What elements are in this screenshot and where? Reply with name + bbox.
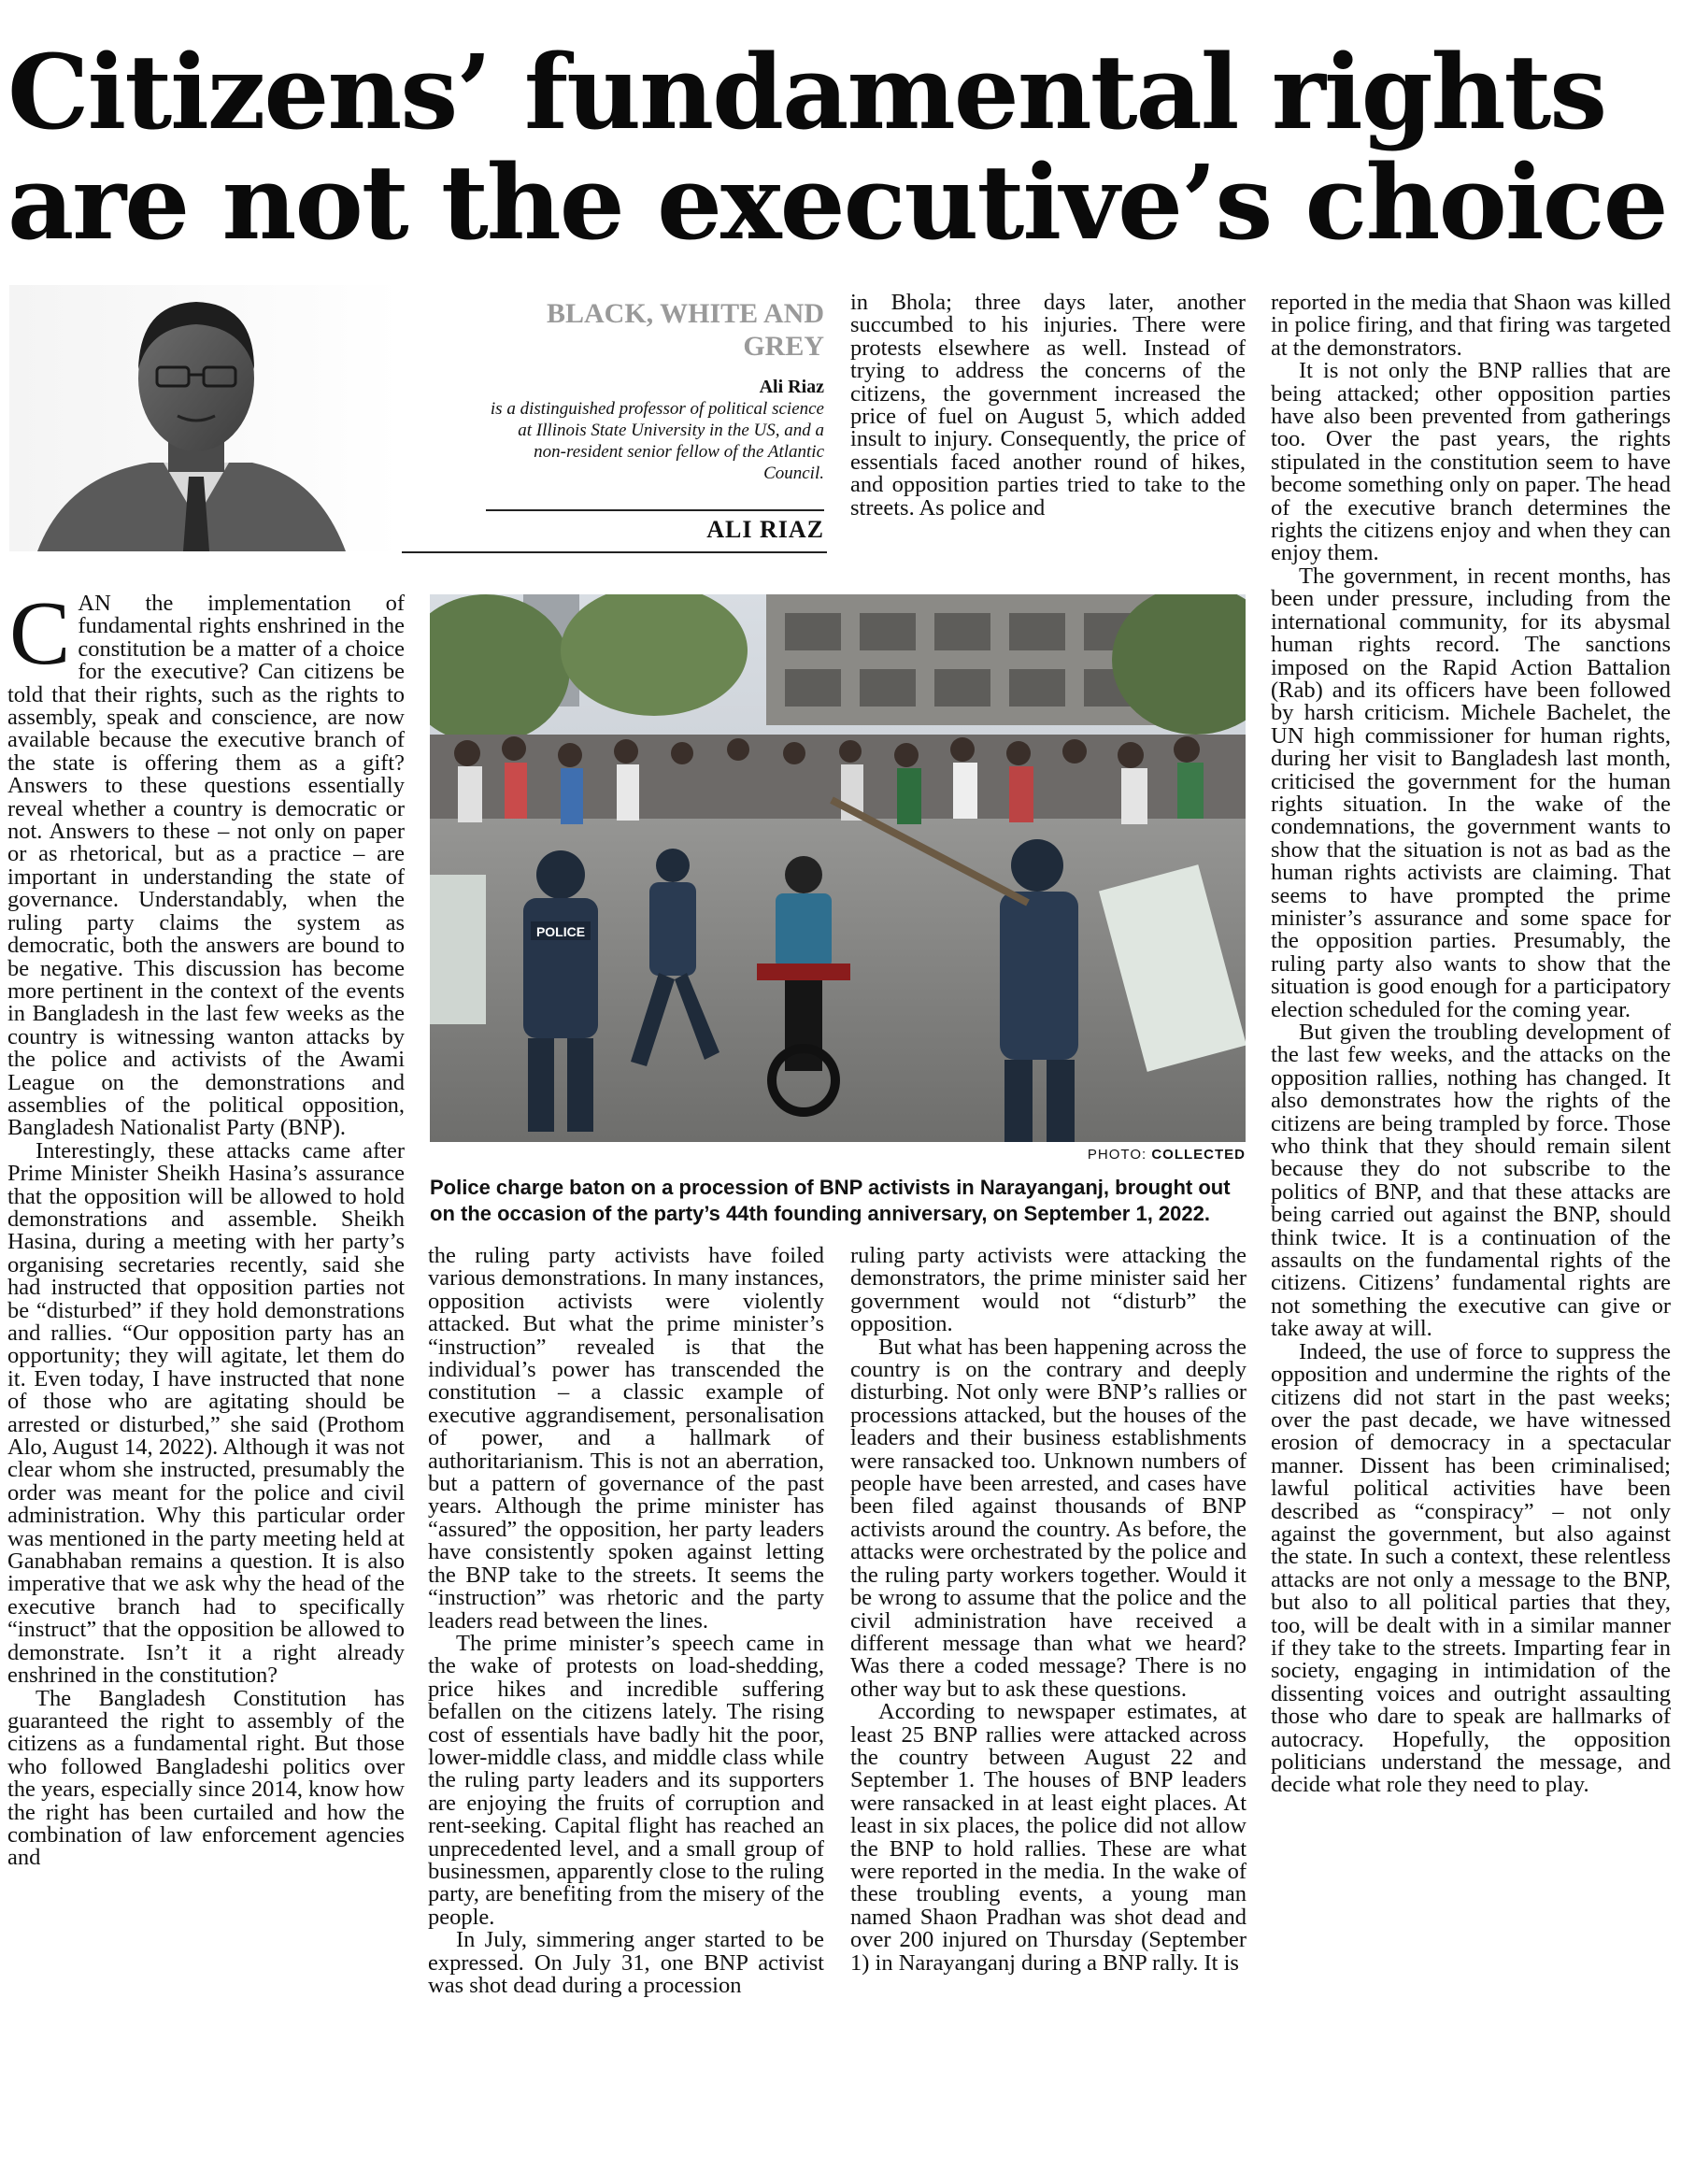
article-paragraph: The government, in recent months, has been under pressure, including from the international community, for its abysmal human rights record. The sanctions imposed on the Rapid Action Battalion (Rab) and its officers have been followed by harsh criticism. Michele Bachelet, the UN high commissioner for human rights, during her visit to Bangladesh last month, criticised the government for the human rights situation. In the wake of the condemnations, the government wants to show that the situation is not as bad as the human rights activists are claiming. That seems to have prompted the prime minister’s assurance and some space for the opposition parties. Presumably, the ruling party also wants to show that the situation is good enough for a participatory election scheduled for the coming year. <box>1271 563 1671 1022</box>
article-paragraph: ruling party activists were attacking the demonstrators, the prime minister said her government would not “disturb” the opposition. <box>850 1243 1247 1337</box>
photo-credit-prefix: PHOTO: <box>1087 1147 1147 1163</box>
article-paragraph: reported in the media that Shaon was killed in police firing, and that firing was targeted at the demonstrators. <box>1271 290 1671 361</box>
article-column-4 <box>1271 292 1671 1797</box>
paragraph-text: AN the implementation of fundamental rights enshrined in the constitution be a matter of a choice for the executive? Can citizens be told that their rights, such as the rights to assembly, speak and conscience, are now available because the executive branch of the state is offering them as a gift? Answers to these questions essentially reveal whether a country is democratic or not. Answers to these – not only on paper or as rhetorical, but as a practice – are important in understanding the state of governance. Understandably, when the ruling party claims the system as democratic, both the answers are bound to be negative. This discussion has become more pertinent in the context of the events in Bangladesh in the last few weeks as the country is witnessing wanton attacks by the police and activists of the Awami League on the demonstrations and assemblies of the political opposition, Bangladesh Nationalist Party (BNP). <box>7 591 405 1141</box>
author-name: Ali Riaz <box>759 377 824 397</box>
article-paragraph: Interestingly, these attacks came after Prime Minister Sheikh Hasina’s assurance that the opposition will be allowed to hold demonstrations and assemble. Sheikh Hasina, during a meeting with her party’s organising secretaries recently, said she had instructed that opposition parties not be “disturbed” if they hold demonstrations and rallies. “Our opposition party has an opportunity; they will agitate, let them do it. Even today, I have instructed that none of those who are agitating should be arrested or disturbed,” she said (Prothom Alo, August 14, 2022). Although it was not clear whom she instructed, presumably the order was meant for the police and civil administration. Why this particular order was mentioned in the party meeting held at Ganabhaban remains a question. It is also imperative that we ask why the head of the executive branch had to specifically “instruct” that the opposition be allowed to demonstrate. Isn’t it a right already enshrined in the constitution? <box>7 1137 405 1689</box>
headline-line-1: Citizens’ fundamental rights <box>7 32 1606 152</box>
article-paragraph <box>7 583 405 1141</box>
byline: ALI RIAZ <box>706 516 824 543</box>
header-rule <box>402 551 827 553</box>
author-portrait <box>9 285 402 551</box>
article-paragraph: But given the troubling development of the last few weeks, and the attacks on the opposition rallies, nothing has changed. It also demonstrates how the rights of the citizens are being trampled by force. Those who think that they should remain silent because they do not subscribe to the politics of BNP, and that these attacks are being carried out against the BNP, should think twice. It is a continuation of the assaults on the fundamental rights of the citizens. Citizens’ fundamental rights are not something the executive can give or take away at will. <box>1271 1020 1671 1342</box>
article-paragraph: But what has been happening across the country is on the contrary and deeply disturbing. Not only were BNP’s rallies or processions attacked, but the houses of the leaders and their business establishments were ransacked too. Unknown numbers of people have been arrested, and cases have been filed against thousands of BNP activists around the country. As before, the attacks were orchestrated by the police and the ruling party workers together. Would it be wrong to assume that the police and the civil administration have received a different message than what we heard? Was there a coded message? There is no other way but to ask these questions. <box>850 1334 1247 1702</box>
article-column-3-bottom <box>850 1245 1247 1975</box>
article-paragraph: the ruling party activists have foiled various demonstrations. In many instances, opposition activists were violently attacked. But what the prime minister’s “instruction” revealed is that the individual’s power has transcended the constitution – a classic example of executive aggrandisement, personalisation of power, and a hallmark of authoritarianism. This is not an aberration, but a pattern of governance of the past years. Although the prime minister has “assured” the opposition, her party leaders have consistently spoken against letting the BNP take to the streets. It seems the “instruction” was rhetoric and the party leaders read between the lines. <box>428 1243 824 1634</box>
article-paragraph: It is not only the BNP rallies that are being attacked; other opposition parties have also been prevented from gatherings too. Over the past years, the rights stipulated in the constitution seem to have become something only on paper. The head of the executive branch determines the rights the citizens enjoy and when they can enjoy them. <box>1271 358 1671 566</box>
article-column-1 <box>7 583 405 1871</box>
headline <box>7 32 1680 263</box>
article-paragraph: The prime minister’s speech came in the wake of protests on load-shedding, price hikes and incredible suffering befallen on the citizens lately. The rising cost of essentials have badly hit the poor, lower-middle class, and middle class while the ruling party leaders and its supporters are enjoying the fruits of corruption and rent-seeking. Capital flight has reached an unprecedented level, and a small group of businessmen, apparently close to the ruling party, are benefiting from the misery of the people. <box>428 1630 824 1930</box>
article-paragraph: Indeed, the use of force to suppress the opposition and undermine the rights of the citizens did not start in the past weeks; over the past decade, we have witnessed erosion of democracy in a spectacular manner. Dissent has been criminalised; lawful political activities have been described as “conspiracy” – not only against the government, but also against the state. In such a context, these relentless attacks are not only a message to the BNP, but also to all political parties that they, too, will be dealt with in a similar manner if they take to the streets. Imparting fear in society, engaging in intimidation of the dissenting voices and outright assaulting those who dare to speak are hallmarks of autocracy. Hopefully, the opposition politicians understand the message, and decide what role they need to play. <box>1271 1338 1671 1798</box>
article-paragraph: According to newspaper estimates, at least 25 BNP rallies were attacked across the country between August 22 and September 1. The houses of BNP leaders were ransacked in at least eight places. At least in six places, the police did not allow the BNP to hold rallies. These are what were reported in the media. In the wake of these troubling events, a young man named Shaon Pradhan was shot dead and over 200 injured on Thursday (September 1) in Narayanganj during a BNP rally. It is <box>850 1699 1247 1976</box>
article-column-2-bottom <box>428 1245 824 1997</box>
article-paragraph: in Bhola; three days later, another succumbed to his injuries. There were protests elsewhere as well. Instead of trying to address the concerns of the citizens, the government increased the price of fuel on August 5, which added insult to injury. Consequently, the price of essentials faced another round of hikes, and opposition parties tried to take to the streets. As police and <box>850 290 1246 521</box>
author-bio: is a distinguished professor of political science at Illinois State University in the US, and a non-resident senior fellow of the Atlantic Council. <box>490 399 824 483</box>
headline-line-2: are not the executive’s choice <box>7 142 1667 263</box>
photo-credit-source: COLLECTED <box>1151 1147 1246 1163</box>
news-photo <box>430 594 1246 1142</box>
column-section-label: BLACK, WHITE AND GREY <box>546 298 824 362</box>
article-paragraph: The Bangladesh Constitution has guaranteed the right to assembly of the citizens as a fundamental right. But those who followed Bangladeshi politics over the years, especially since 2014, know how the right has been curtailed and how the combination of law enforcement agencies and <box>7 1685 405 1871</box>
author-info <box>486 377 824 484</box>
photo-credit <box>934 1147 1246 1163</box>
article-paragraph: In July, simmering anger started to be expressed. On July 31, one BNP activist was shot dead during a procession <box>428 1927 824 1998</box>
article-column-2-top <box>850 292 1246 520</box>
police-vest-label: POLICE <box>535 924 586 939</box>
byline-rule <box>486 509 824 511</box>
drop-cap: C <box>9 583 71 684</box>
photo-caption: Police charge baton on a procession of BNP activists in Narayanganj, brought out on the occasion of the party’s 44th founding anniversary, on September 1, 2022. <box>430 1176 1231 1225</box>
